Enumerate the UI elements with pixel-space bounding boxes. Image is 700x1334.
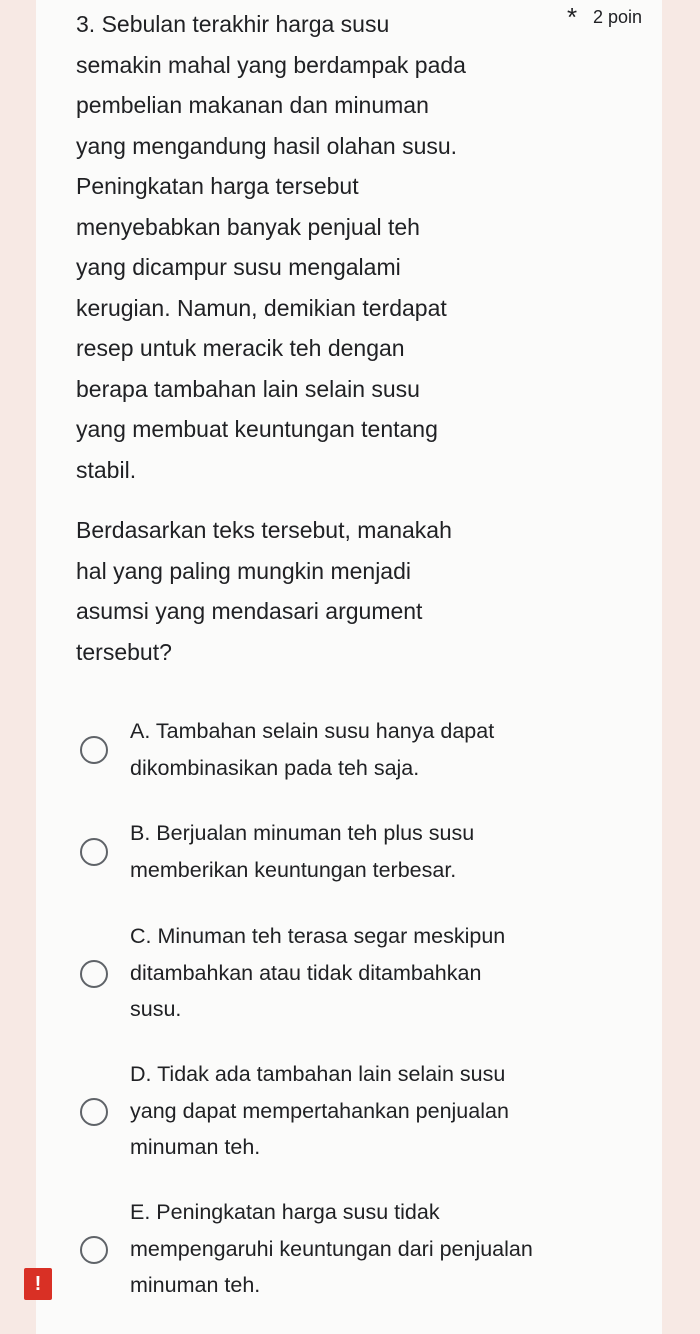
option-label-d[interactable]: D. Tidak ada tambahan lain selain susu yang dapat mempertahankan penjualan minuman teh. bbox=[130, 1062, 509, 1159]
radio-button-b[interactable] bbox=[80, 838, 108, 866]
radio-button-d[interactable] bbox=[80, 1098, 108, 1126]
option-label-e[interactable]: E. Peningkatan harga susu tidak mempengaruhi keuntungan dari penjualan minuman teh. bbox=[130, 1200, 533, 1297]
points-label: 2 poin bbox=[593, 7, 643, 27]
option-label-a[interactable]: A. Tambahan selain susu hanya dapat dikombinasikan pada teh saja. bbox=[130, 719, 495, 780]
option-label-c[interactable]: C. Minuman teh terasa segar meskipun ditambahkan atau tidak ditambahkan susu. bbox=[130, 924, 506, 1021]
radio-button-a[interactable] bbox=[80, 736, 108, 764]
question-prompt: Berdasarkan teks tersebut, manakah hal yang paling mungkin menjadi asumsi yang mendasari argument tersebut? bbox=[76, 517, 452, 665]
question-text: 3. Sebulan terakhir harga susu semakin mahal yang berdampak pada pembelian makanan dan minuman yang mengandung hasil olahan susu. Peningkatan harga tersebut menyebabkan banyak penjual teh yang dicampur susu mengalami kerugian. Namun, demikian terdapat resep untuk meracik teh dengan berapa tambahan lain selain susu yang membuat keuntungan tentang stabil. bbox=[76, 11, 466, 483]
radio-button-e[interactable] bbox=[80, 1236, 108, 1264]
exclamation-icon: ! bbox=[24, 1268, 52, 1300]
required-asterisk: * bbox=[567, 2, 578, 32]
radio-button-c[interactable] bbox=[80, 960, 108, 988]
question-card bbox=[36, 0, 662, 1334]
option-label-b[interactable]: B. Berjualan minuman teh plus susu memberikan keuntungan terbesar. bbox=[130, 821, 475, 882]
